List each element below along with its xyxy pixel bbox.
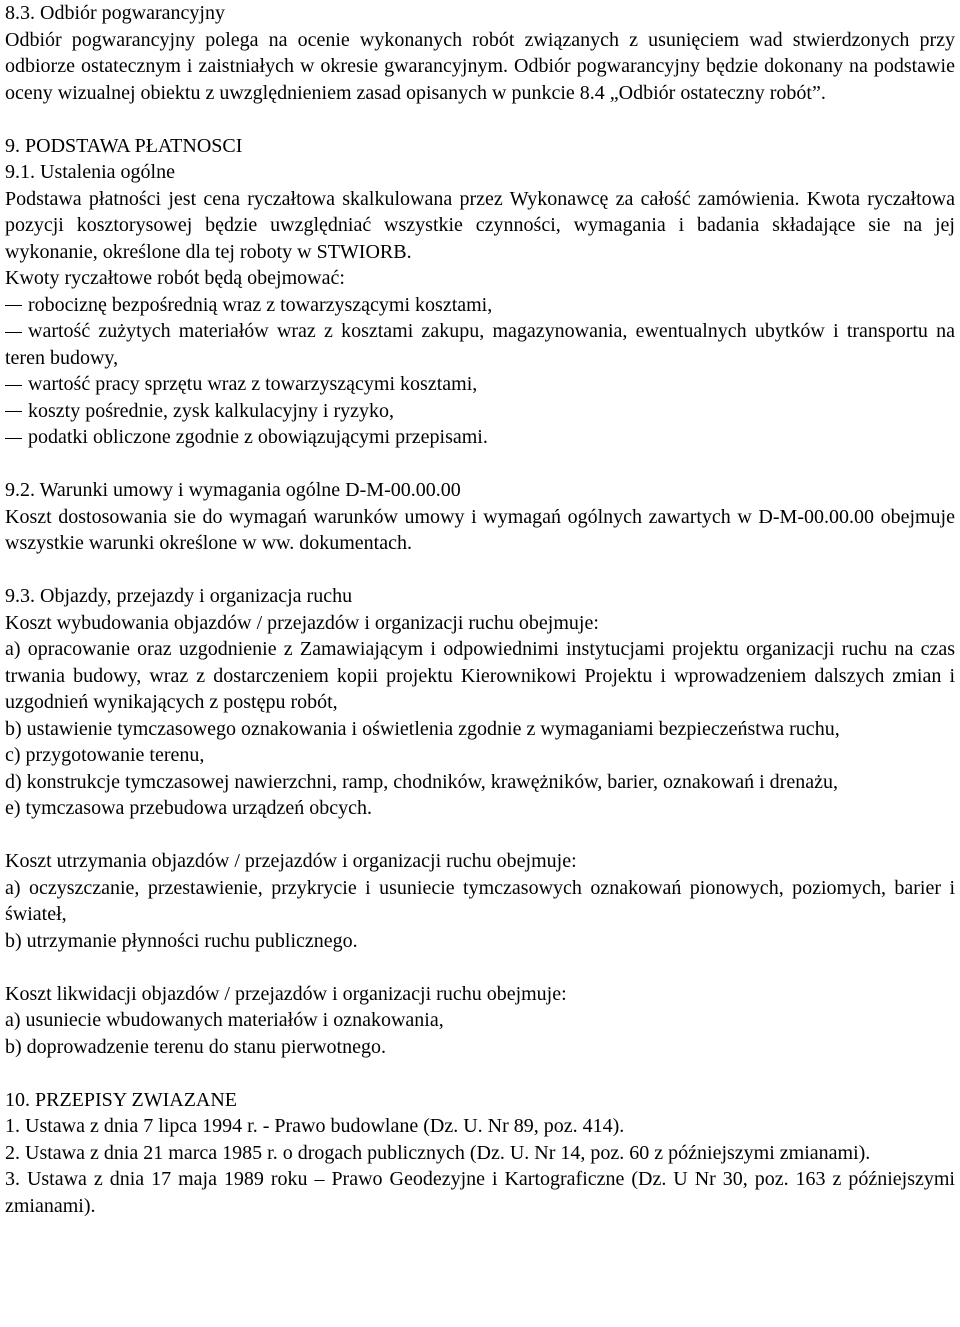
dash-list-item-text: koszty pośrednie, zysk kalkulacyjny i ryzyko,	[28, 399, 395, 422]
spacer	[5, 451, 955, 478]
dash-list-item	[5, 292, 955, 319]
dash-list-item-text: wartość zużytych materiałów wraz z kosztami zakupu, magazynowania, ewentualnych ubytków i transportu na teren budowy,	[5, 320, 955, 369]
removal-cost-item: b) doprowadzenie terenu do stanu pierwotnego.	[5, 1035, 386, 1058]
dash-list-item	[5, 318, 955, 371]
section-8-3-paragraph: Odbiór pogwarancyjny polega na ocenie wykonanych robót związanych z usunięciem wad stwierdzonych przy odbiorze ostatecznym i zaistniałych w okresie gwarancyjnym. Odbiór pogwarancyjny będzie dokonany na podstawie oceny wizualnej obiektu z uwzględnieniem zasad opisanych w punkcie 8.4 „Odbiór ostateczny robót”.	[5, 28, 955, 104]
section-10-heading: 10. PRZEPISY ZWIAZANE	[5, 1088, 238, 1111]
spacer	[5, 822, 955, 849]
build-cost-item: e) tymczasowa przebudowa urządzeń obcych.	[5, 797, 373, 819]
build-cost-item: a) opracowanie oraz uzgodnienie z Zamawiającym i odpowiednimi instytucjami projektu organizacji ruchu na czas trwania budowy, wraz z dostarczeniem kopii projektu Kierownikowi Projektu i wprowadzeniem dalszych zmian i uzgodnień wynikających z postępu robót,	[5, 638, 955, 713]
section-9-2-heading: 9.2. Warunki umowy i wymagania ogólne D-M-00.00.00	[5, 479, 461, 501]
dash-list-item-text: robociznę bezpośrednią wraz z towarzyszącymi kosztami,	[28, 293, 493, 316]
spacer	[5, 1060, 955, 1087]
dash-bullet	[5, 305, 22, 306]
section-9-1-heading: 9.1. Ustalenia ogólne	[5, 161, 175, 183]
dash-bullet	[5, 385, 22, 386]
maintenance-cost-item: a) oczyszczanie, przestawienie, przykrycie i usuniecie tymczasowych oznakowań pionowych, poziomych, barier i świateł,	[5, 876, 955, 925]
spacer	[5, 106, 955, 133]
maintenance-cost-item: b) utrzymanie płynności ruchu publicznego.	[5, 929, 358, 952]
section-9-1-paragraph: Podstawa płatności jest cena ryczałtowa skalkulowana przez Wykonawcę za całość zamówienia. Kwota ryczałtowa pozycji kosztorysowej będzie uwzględniać wszystkie czynności, wymagania i badania składające sie na jej wykonanie, określone dla tej roboty w STWIORB.	[5, 187, 955, 263]
section-9-2-paragraph: Koszt dostosowania sie do wymagań warunków umowy i wymagań ogólnych zawartych w D-M-00.00.00 obejmuje wszystkie warunki określone w ww. dokumentach.	[5, 505, 955, 554]
spacer	[5, 954, 955, 981]
spacer	[5, 557, 955, 584]
dash-bullet	[5, 438, 22, 439]
regulation-item: 1. Ustawa z dnia 7 lipca 1994 r. - Prawo budowlane (Dz. U. Nr 89, poz. 414).	[5, 1115, 625, 1137]
dash-list-item	[5, 424, 955, 451]
section-8-3-heading: 8.3. Odbiór pogwarancyjny	[5, 2, 225, 24]
removal-cost-item: a) usuniecie wbudowanych materiałów i oznakowania,	[5, 1009, 444, 1031]
section-9-heading: 9. PODSTAWA PŁATNOSCI	[5, 134, 243, 157]
regulation-item: 3. Ustawa z dnia 17 maja 1989 roku – Prawo Geodezyjne i Kartograficzne (Dz. U Nr 30, poz. 163 z późniejszymi zmianami).	[5, 1168, 955, 1217]
regulation-item: 2. Ustawa z dnia 21 marca 1985 r. o drogach publicznych (Dz. U. Nr 14, poz. 60 z późniejszymi zmianami).	[5, 1141, 871, 1164]
maintenance-costs-intro: Koszt utrzymania objazdów / przejazdów i organizacji ruchu obejmuje:	[5, 850, 577, 872]
dash-list-item	[5, 398, 955, 425]
build-costs-intro: Koszt wybudowania objazdów / przejazdów i organizacji ruchu obejmuje:	[5, 611, 599, 634]
build-cost-item: b) ustawienie tymczasowego oznakowania i oświetlenia zgodnie z wymaganiami bezpieczeństwa ruchu,	[5, 717, 840, 740]
build-cost-item: c) przygotowanie terenu,	[5, 744, 205, 766]
build-cost-item: d) konstrukcje tymczasowej nawierzchni, ramp, chodników, krawężników, barier, oznakowań i drenażu,	[5, 770, 838, 793]
dash-bullet	[5, 332, 22, 333]
dash-list-item-text: wartość pracy sprzętu wraz z towarzyszącymi kosztami,	[28, 373, 478, 395]
removal-costs-intro: Koszt likwidacji objazdów / przejazdów i organizacji ruchu obejmuje:	[5, 982, 567, 1005]
section-9-1-intro: Kwoty ryczałtowe robót będą obejmować:	[5, 267, 345, 289]
section-9-3-heading: 9.3. Objazdy, przejazdy i organizacja ruchu	[5, 585, 353, 607]
dash-list-item-text: podatki obliczone zgodnie z obowiązującymi przepisami.	[28, 426, 488, 448]
dash-list-item	[5, 371, 955, 398]
dash-bullet	[5, 411, 22, 412]
